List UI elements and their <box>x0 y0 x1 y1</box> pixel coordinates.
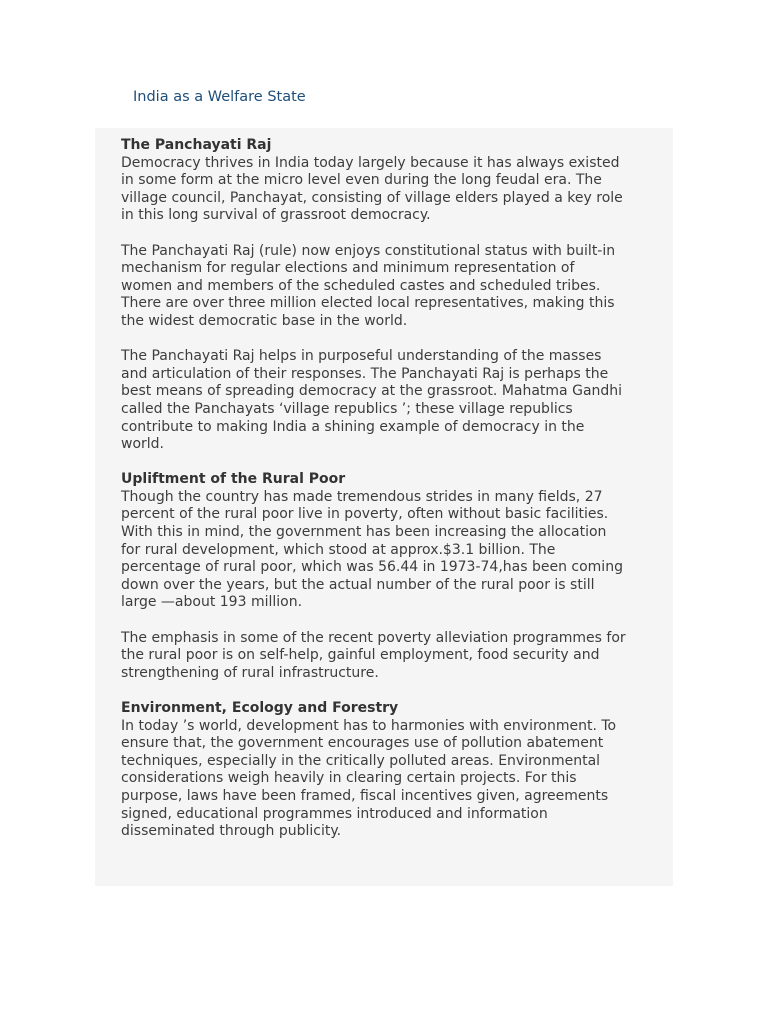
page-title: India as a Welfare State <box>133 89 306 105</box>
text-line: The emphasis in some of the recent poverty alleviation programmes for <box>121 629 626 646</box>
text-line: the rural poor is on self-help, gainful employment, food security and <box>121 647 600 664</box>
article-body <box>95 128 673 886</box>
text-line: mechanism for regular elections and minimum representation of <box>121 260 575 277</box>
paragraph <box>121 348 667 454</box>
text-line: signed, educational programmes introduced and information <box>121 805 548 822</box>
text-line: women and members of the scheduled castes and scheduled tribes. <box>121 277 601 294</box>
text-line: The Panchayati Raj (rule) now enjoys constitutional status with built-in <box>121 242 616 259</box>
text-line: percent of the rural poor live in poverty, often without basic facilities. <box>121 506 609 523</box>
paragraph <box>121 243 667 331</box>
text-line: There are over three million elected local representatives, making this <box>121 295 615 312</box>
text-line: for rural development, which stood at approx.$3.1 billion. The <box>121 541 556 558</box>
text-line: contribute to making India a shining example of democracy in the <box>121 418 585 435</box>
text-line: In today ’s world, development has to harmonies with environment. To <box>121 717 617 734</box>
text-line: large —about 193 million. <box>121 594 303 611</box>
paragraph <box>121 489 667 612</box>
text-line: With this in mind, the government has been increasing the allocation <box>121 524 607 541</box>
text-line: the widest democratic base in the world. <box>121 312 408 329</box>
text-line: disseminated through publicity. <box>121 823 342 840</box>
text-line: considerations weigh heavily in clearing certain projects. For this <box>121 770 577 787</box>
text-line: Democracy thrives in India today largely because it has always existed <box>121 154 620 171</box>
text-line: village council, Panchayat, consisting of village elders played a key role <box>121 189 623 206</box>
text-line: purpose, laws have been framed, fiscal incentives given, agreements <box>121 787 609 804</box>
section-heading-rural-poor: Upliftment of the Rural Poor <box>121 471 346 488</box>
text-line: strengthening of rural infrastructure. <box>121 664 379 681</box>
text-line: and articulation of their responses. The Panchayati Raj is perhaps the <box>121 365 609 382</box>
section-heading-panchayati-raj: The Panchayati Raj <box>121 137 272 153</box>
text-line: best means of spreading democracy at the grassroot. Mahatma Gandhi <box>121 383 623 400</box>
text-line: techniques, especially in the critically polluted areas. Environmental <box>121 752 601 769</box>
text-line: down over the years, but the actual number of the rural poor is still <box>121 576 595 593</box>
text-line: Though the country has made tremendous strides in many fields, 27 <box>121 488 603 505</box>
text-line: in this long survival of grassroot democracy. <box>121 207 431 224</box>
paragraph <box>121 718 667 841</box>
text-line: in some form at the micro level even during the long feudal era. The <box>121 172 602 189</box>
text-line: ensure that, the government encourages use of pollution abatement <box>121 735 604 752</box>
section-heading-environment: Environment, Ecology and Forestry <box>121 700 399 716</box>
text-line: called the Panchayats ‘village republics ’; these village republics <box>121 400 573 417</box>
text-line: world. <box>121 436 164 453</box>
text-line: The Panchayati Raj helps in purposeful understanding of the masses <box>121 348 602 365</box>
text-line: percentage of rural poor, which was 56.44 in 1973-74,has been coming <box>121 559 623 576</box>
paragraph <box>121 155 667 225</box>
paragraph <box>121 630 667 683</box>
